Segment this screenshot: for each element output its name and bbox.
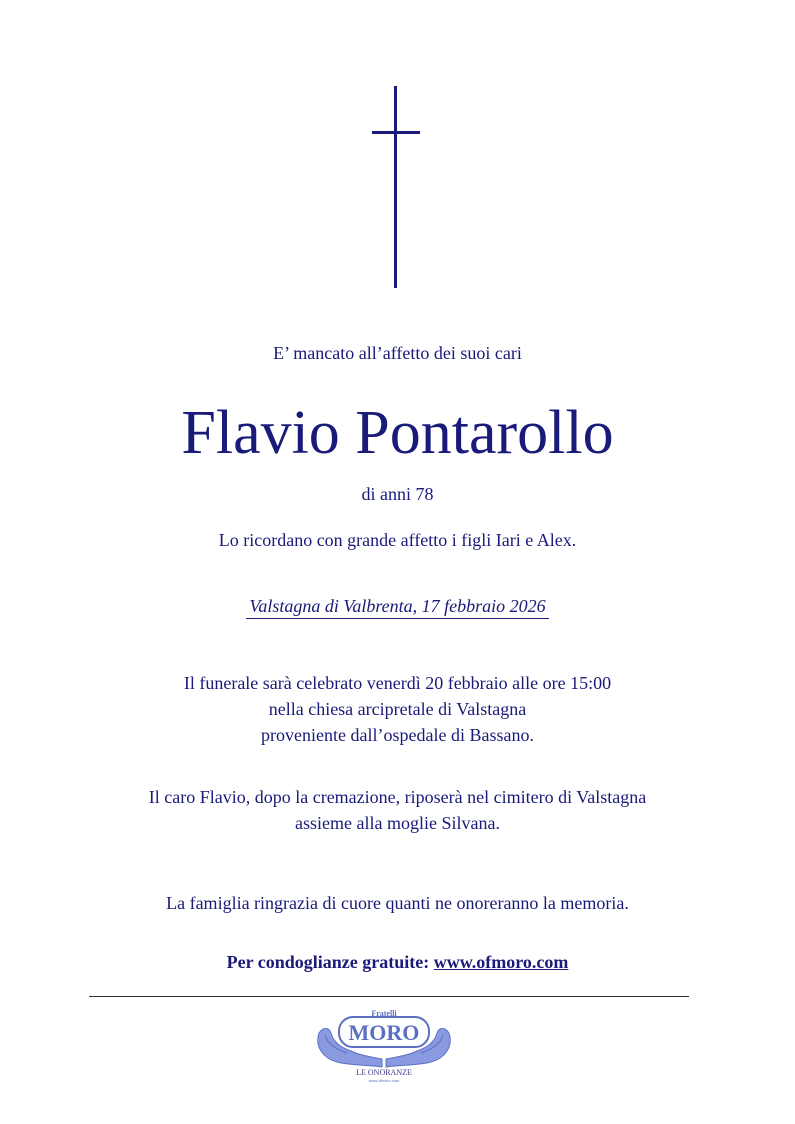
condolences-link[interactable]: www.ofmoro.com [433, 952, 569, 972]
rest-line: assieme alla moglie Silvana. [295, 813, 500, 833]
place-date [0, 596, 795, 617]
age-text: di anni 78 [361, 484, 434, 504]
deceased-name: Flavio Pontarollo [181, 399, 614, 467]
logo-top-text: Fratelli [371, 1009, 397, 1018]
company-logo [311, 1005, 457, 1085]
remembered-by-text: Lo ricordano con grande affetto i figli Iari e Alex. [218, 530, 577, 550]
funeral-info [0, 670, 795, 748]
logo-bottom-text: LE ONORANZE [356, 1068, 412, 1077]
rest-line: Il caro Flavio, dopo la cremazione, riposerà nel cimitero di Valstagna [148, 787, 647, 807]
thanks-text: La famiglia ringrazia di cuore quanti ne onoreranno la memoria. [166, 893, 629, 913]
funeral-line: nella chiesa arcipretale di Valstagna [268, 699, 527, 719]
cross-icon [372, 86, 420, 288]
funeral-line: Il funerale sarà celebrato venerdì 20 febbraio alle ore 15:00 [183, 673, 612, 693]
logo-tiny-text: www.ofmoro.com [368, 1078, 400, 1083]
rest-info [0, 784, 795, 836]
divider [89, 996, 689, 997]
condolences [0, 952, 795, 973]
condolences-label: Per condoglianze gratuite: [226, 952, 430, 972]
intro-text: E’ mancato all’affetto dei suoi cari [273, 343, 522, 363]
logo-main-text: MORO [348, 1020, 420, 1045]
funeral-line: proveniente dall’ospedale di Bassano. [261, 725, 534, 745]
place-date-text: Valstagna di Valbrenta, 17 febbraio 2026 [246, 596, 548, 619]
